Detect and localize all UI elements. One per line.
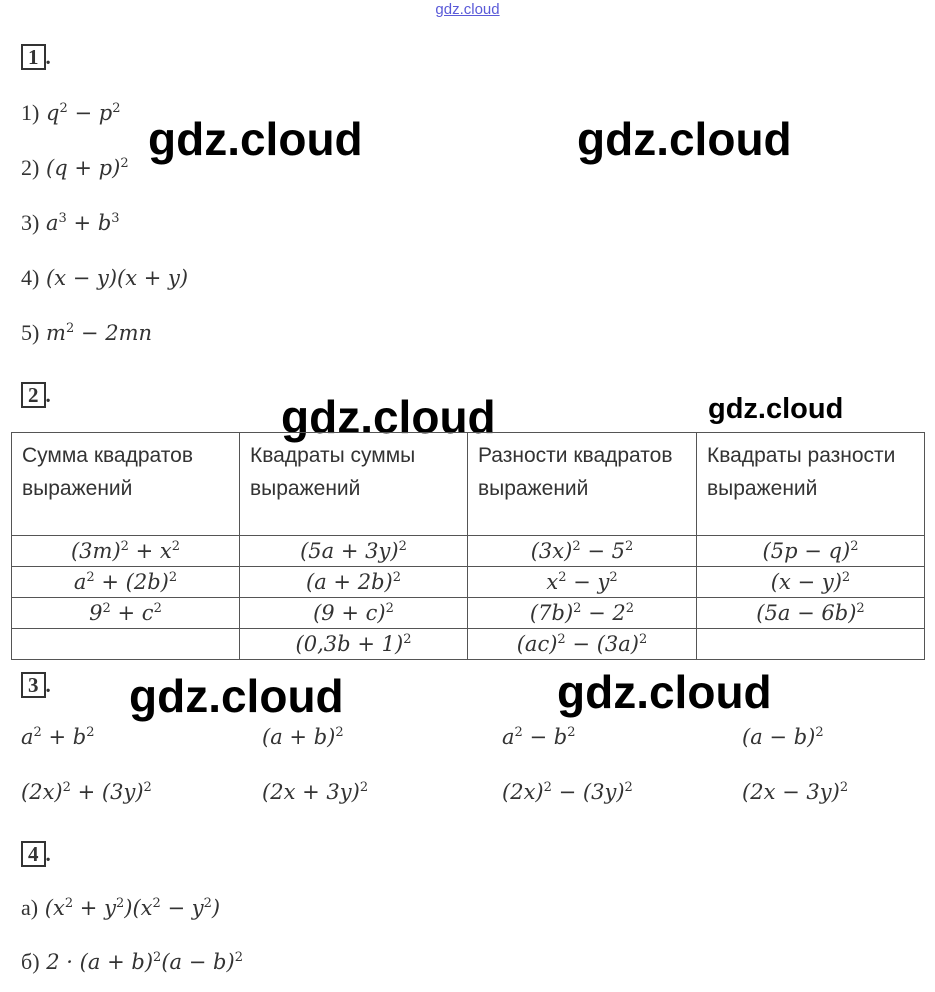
task-1-item: 2) $(q + p)^2$: [21, 155, 129, 180]
task-1-number: 1 .: [21, 44, 51, 70]
watermark: gdz.cloud: [129, 670, 344, 722]
task-3-expr: $a^2 - b^2$: [502, 725, 576, 749]
site-link[interactable]: gdz.cloud: [435, 1, 500, 18]
table-cell: $(5a - 6b)^2$: [697, 598, 925, 629]
task-3-number: 3 .: [21, 672, 51, 698]
table-row: [12, 567, 925, 598]
table-header-cell: Квадраты суммы выражений: [240, 433, 468, 536]
table-cell: $(7b)^2 - 2^2$: [468, 598, 697, 629]
table-cell: $(x - y)^2$: [697, 567, 925, 598]
table-row: [12, 598, 925, 629]
watermark: gdz.cloud: [557, 666, 772, 718]
task-1-item: 5) $m^2 - 2mn$: [21, 320, 153, 345]
watermark: gdz.cloud: [577, 113, 792, 165]
table-cell: $(5a + 3y)^2$: [240, 536, 468, 567]
watermark: gdz.cloud: [708, 393, 844, 425]
task-1-item: 1) $q^2 - p^2$: [21, 100, 121, 125]
task-3-expr: $a^2 + b^2$: [21, 725, 95, 749]
task-3-expr: $(2x)^2 + (3y)^2$: [21, 780, 152, 804]
table-row: [12, 536, 925, 567]
watermark: gdz.cloud: [148, 113, 363, 165]
table-cell: $(9 + c)^2$: [240, 598, 468, 629]
task-3-expr: $(a - b)^2$: [742, 725, 824, 749]
table-cell: $(ac)^2 - (3a)^2$: [468, 629, 697, 660]
watermark: gdz.cloud: [281, 391, 496, 443]
task-4-number: 4 .: [21, 841, 51, 867]
task-3-expr: $(2x)^2 - (3y)^2$: [502, 780, 633, 804]
squares-table: [11, 432, 925, 660]
table-cell: $(5p - q)^2$: [697, 536, 925, 567]
table-header-row: [12, 433, 925, 536]
table-header-cell: Квадраты разности выражений: [697, 433, 925, 536]
table-cell: $a^2 + (2b)^2$: [12, 567, 240, 598]
task-3-expr: $(2x - 3y)^2$: [742, 780, 849, 804]
table-cell: $(3x)^2 - 5^2$: [468, 536, 697, 567]
task-4-item: б) $2 \cdot (a + b)^2(a - b)^2$: [21, 949, 243, 974]
table-cell: [12, 629, 240, 660]
table-cell: $(3m)^2 + x^2$: [12, 536, 240, 567]
table-cell: $9^2 + c^2$: [12, 598, 240, 629]
task-3-expr: $(a + b)^2$: [262, 725, 344, 749]
task-1-item: 4) (x − y)(x + y): [21, 265, 189, 290]
table-header-cell: Разности квадратов выражений: [468, 433, 697, 536]
table-cell: $(0,3b + 1)^2$: [240, 629, 468, 660]
task-1-item: 3) $a^3 + b^3$: [21, 210, 120, 235]
table-row: [12, 629, 925, 660]
task-2-number: 2 .: [21, 382, 51, 408]
table-header-cell: Сумма квадратов выражений: [12, 433, 240, 536]
table-cell: $(a + 2b)^2$: [240, 567, 468, 598]
table-cell: $x^2 - y^2$: [468, 567, 697, 598]
task-4-item: а) $(x^2 + y^2)(x^2 - y^2)$: [21, 895, 221, 920]
task-3-expr: $(2x + 3y)^2$: [262, 780, 369, 804]
table-cell: [697, 629, 925, 660]
